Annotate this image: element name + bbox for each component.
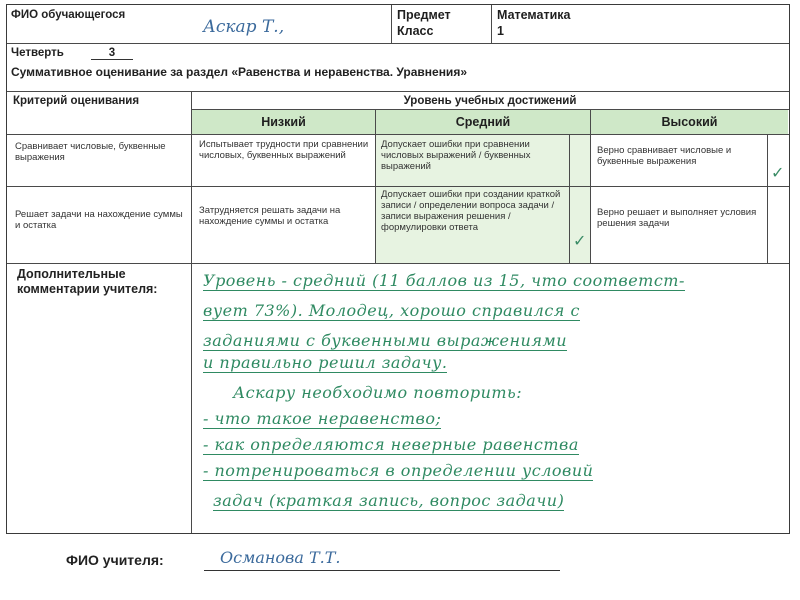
level-high: Высокий: [661, 115, 718, 129]
level-low: Низкий: [261, 115, 306, 129]
comment-line-4: и правильно решил задачу.: [203, 353, 448, 372]
comment-line-3: заданиями с буквенными выражениями: [203, 331, 568, 350]
row2-high: Верно решает и выполняет условия решения задачи: [597, 207, 757, 229]
row1-high: Верно сравнивает числовые и буквенные выражения: [597, 145, 732, 167]
row1-low: Испытывает трудности при сравнении числовых, буквенных выражений: [199, 139, 369, 161]
row2-check-mark: ✓: [573, 231, 587, 250]
class-label: Класс: [397, 24, 434, 38]
comment-line-7: - как определяются неверные равенства: [203, 435, 579, 454]
row1-criterion: Сравнивает числовые, буквенные выражения: [15, 141, 166, 163]
class-value: 1: [497, 24, 504, 38]
comment-line-9: задач (краткая запись, вопрос задачи): [213, 491, 565, 510]
row1-mid: Допускает ошибки при сравнении числовых выражений / буквенных выражений: [381, 139, 531, 172]
assessment-title: Суммативное оценивание за раздел «Равенства и неравенства. Уравнения»: [11, 65, 467, 79]
comment-line-2: вует 73%). Молодец, хорошо справился с: [203, 301, 580, 320]
subject-label: Предмет: [397, 8, 451, 22]
comment-line-5: Аскару необходимо повторить:: [233, 383, 523, 402]
level-header: Уровень учебных достижений: [403, 95, 577, 107]
student-name: Аскар Т.,: [203, 17, 285, 37]
row2-mid: Допускает ошибки при создании краткой записи / определении вопроса задачи / записи выражения решения / формулировки ответа: [381, 189, 561, 233]
row2-criterion: Решает задачи на нахождение суммы и остатка: [15, 209, 183, 231]
criterion-header: Критерий оценивания: [13, 95, 140, 107]
quarter-value: 3: [91, 47, 133, 60]
assessment-sheet: [6, 4, 790, 534]
student-label: ФИО обучающегося: [11, 9, 126, 21]
comment-line-6: - что такое неравенство;: [203, 409, 442, 428]
teacher-signature-line: [204, 570, 560, 571]
quarter-label: Четверть: [11, 47, 64, 59]
subject-value: Математика: [497, 8, 571, 22]
teacher-signature: Османова Т.Т.: [220, 548, 341, 567]
level-mid: Средний: [455, 115, 511, 129]
teacher-label: ФИО учителя:: [66, 552, 164, 568]
comment-line-8: - потренироваться в определении условий: [203, 461, 594, 480]
row2-low: Затрудняется решать задачи на нахождение суммы и остатка: [199, 205, 341, 227]
comments-label: Дополнительные комментарии учителя:: [17, 267, 158, 296]
comment-line-1: Уровень - средний (11 баллов из 15, что соответст-: [203, 271, 685, 290]
row1-check-mark: ✓: [771, 163, 785, 182]
